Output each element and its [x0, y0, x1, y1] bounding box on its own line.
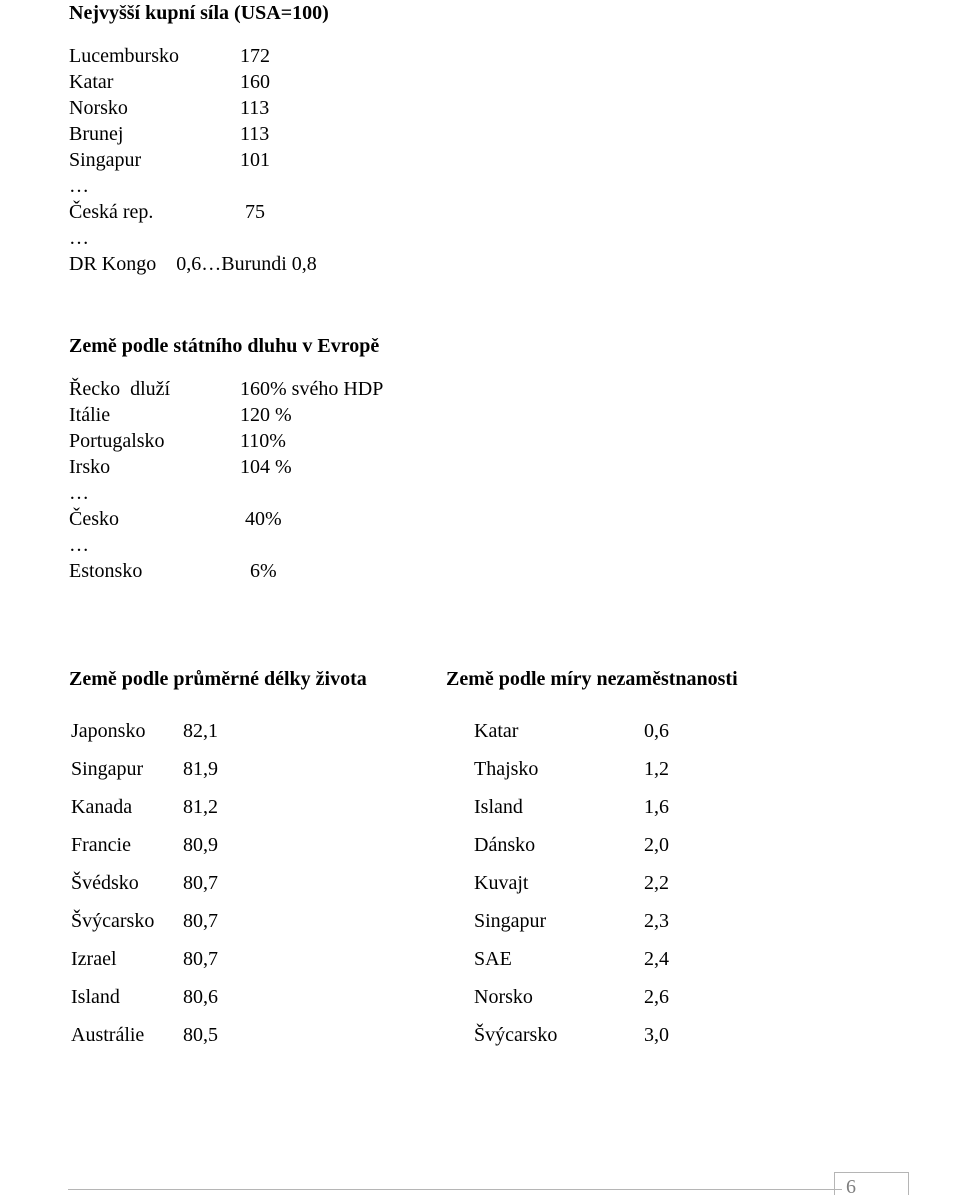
unemp-row-country: Dánsko — [474, 834, 536, 856]
pp-row-value: 113 — [240, 97, 270, 119]
life-row-country: Japonsko — [71, 720, 146, 742]
debt-row-value: 110% — [240, 430, 286, 452]
life-row-value: 80,7 — [183, 948, 218, 970]
unemp-row-country: Švýcarsko — [474, 1024, 558, 1046]
debt-row-value: 40% — [245, 508, 282, 530]
unemp-row-value: 2,3 — [644, 910, 669, 932]
debt-row-country: Řecko dluží — [69, 378, 171, 400]
debt-row-country: Portugalsko — [69, 430, 165, 452]
life-row-value: 81,9 — [183, 758, 218, 780]
debt-ellipsis: … — [69, 534, 89, 556]
unemp-row-value: 2,2 — [644, 872, 669, 894]
pp-ellipsis: … — [69, 227, 89, 249]
pp-row-country: Brunej — [69, 123, 124, 145]
life-row-value: 81,2 — [183, 796, 218, 818]
life-row-country: Francie — [71, 834, 131, 856]
unemp-row-value: 2,4 — [644, 948, 669, 970]
debt-row-value: 160% svého HDP — [240, 378, 384, 400]
life-row-country: Švýcarsko — [71, 910, 155, 932]
debt-row-country: Estonsko — [69, 560, 143, 582]
life-row-value: 80,7 — [183, 910, 218, 932]
life-row-country: Švédsko — [71, 872, 139, 894]
unemp-row-country: SAE — [474, 948, 512, 970]
unemp-row-country: Singapur — [474, 910, 547, 932]
life-row-country: Izrael — [71, 948, 117, 970]
life-row-country: Singapur — [71, 758, 144, 780]
debt-ellipsis: … — [69, 482, 89, 504]
unemp-row-country: Thajsko — [474, 758, 539, 780]
pp-row-country: Lucembursko — [69, 45, 179, 67]
life-expectancy-heading: Země podle průměrné délky života — [69, 668, 367, 690]
unemp-row-country: Katar — [474, 720, 519, 742]
life-row-country: Austrálie — [71, 1024, 145, 1046]
debt-row-value: 6% — [250, 560, 277, 582]
footer-divider — [68, 1189, 842, 1190]
pp-row-value: 113 — [240, 123, 270, 145]
pp-row-value: 172 — [240, 45, 270, 67]
unemp-row-value: 2,6 — [644, 986, 669, 1008]
debt-row-country: Česko — [69, 508, 119, 530]
pp-row-value: 101 — [240, 149, 270, 171]
debt-row-country: Irsko — [69, 456, 111, 478]
life-row-country: Kanada — [71, 796, 133, 818]
pp-ellipsis: … — [69, 175, 89, 197]
life-row-value: 82,1 — [183, 720, 218, 742]
debt-row-value: 104 % — [240, 456, 292, 478]
pp-row-country: Katar — [69, 71, 114, 93]
purchasing-power-heading: Nejvyšší kupní síla (USA=100) — [69, 2, 329, 24]
life-row-value: 80,9 — [183, 834, 218, 856]
life-row-country: Island — [71, 986, 120, 1008]
unemp-row-value: 1,6 — [644, 796, 669, 818]
unemp-row-value: 3,0 — [644, 1024, 669, 1046]
unemp-row-value: 2,0 — [644, 834, 669, 856]
unemp-row-country: Kuvajt — [474, 872, 529, 894]
life-row-value: 80,7 — [183, 872, 218, 894]
unemp-row-value: 1,2 — [644, 758, 669, 780]
life-row-value: 80,5 — [183, 1024, 218, 1046]
unemp-row-country: Norsko — [474, 986, 533, 1008]
debt-row-value: 120 % — [240, 404, 292, 426]
pp-last-line: DR Kongo 0,6…Burundi 0,8 — [69, 253, 317, 275]
pp-row-country: Norsko — [69, 97, 128, 119]
pp-row-country: Česká rep. — [69, 201, 154, 223]
debt-row-country: Itálie — [69, 404, 111, 426]
pp-row-country: Singapur — [69, 149, 142, 171]
pp-row-value: 160 — [240, 71, 270, 93]
unemp-row-country: Island — [474, 796, 523, 818]
unemp-row-value: 0,6 — [644, 720, 669, 742]
life-row-value: 80,6 — [183, 986, 218, 1008]
page-number: 6 — [846, 1176, 856, 1198]
pp-row-value: 75 — [245, 201, 265, 223]
debt-heading: Země podle státního dluhu v Evropě — [69, 335, 380, 357]
unemployment-heading: Země podle míry nezaměstnanosti — [446, 668, 738, 690]
